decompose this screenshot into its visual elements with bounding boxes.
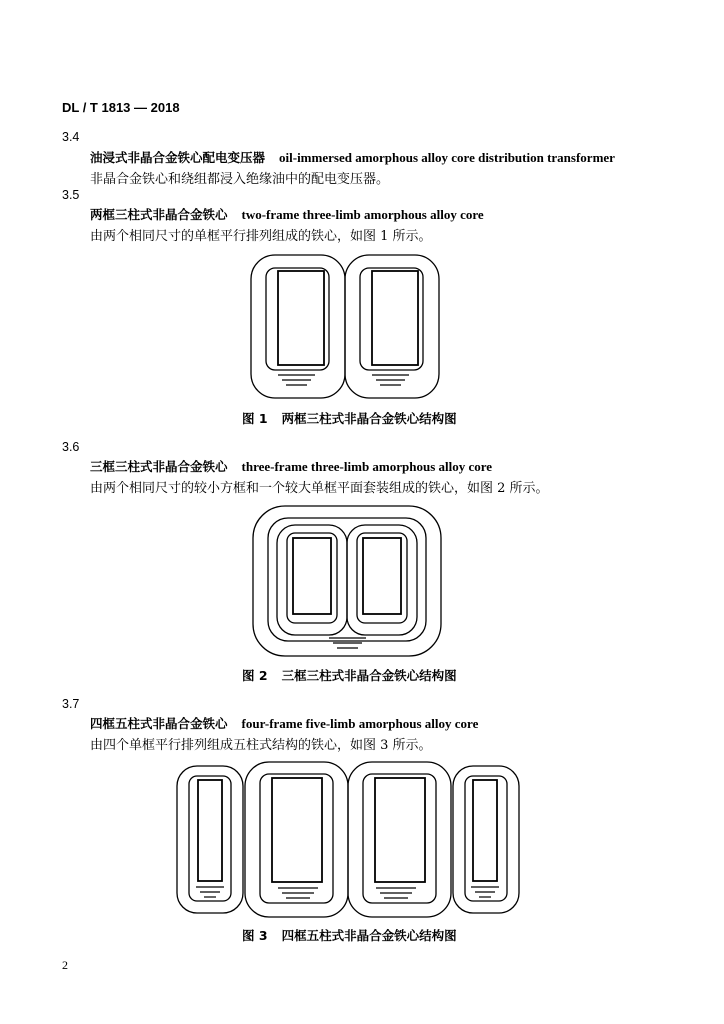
frame-1-outer	[177, 766, 243, 913]
term-en: three-frame three-limb amorphous alloy core	[241, 459, 493, 474]
figure-2-diagram	[253, 506, 441, 656]
term-zh: 两框三柱式非晶合金铁心	[90, 207, 228, 222]
frame-left-inner	[266, 268, 329, 370]
frame-right-outer	[345, 255, 439, 398]
figure-label: 图 3	[242, 928, 268, 943]
window-right	[363, 538, 401, 614]
term-zh: 三框三柱式非晶合金铁心	[90, 459, 228, 474]
window-1	[198, 780, 222, 881]
frame-right-inner	[360, 268, 423, 370]
figure-title: 三框三柱式非晶合金铁心结构图	[281, 668, 457, 683]
small-frame-left-inner	[287, 533, 337, 623]
frame-left-outer	[251, 255, 345, 398]
figure-label: 图 2	[242, 668, 268, 683]
frame-4-outer	[453, 766, 519, 913]
figure-1-diagram	[251, 255, 439, 398]
term-en: oil-immersed amorphous alloy core distribution transformer	[279, 150, 615, 165]
section-3-7-definition: 由四个单框平行排列组成五柱式结构的铁心，如图 3 所示。	[90, 738, 432, 753]
window-left	[278, 271, 324, 365]
window-left	[293, 538, 331, 614]
section-3-5-number: 3.5	[62, 188, 80, 202]
section-3-4-number: 3.4	[62, 130, 80, 144]
section-3-6-definition: 由两个相同尺寸的较小方框和一个较大单框平面套装组成的铁心，如图 2 所示。	[90, 481, 549, 496]
window-3	[375, 778, 425, 882]
standard-code-header: DL / T 1813 — 2018	[62, 100, 180, 115]
section-3-6-number: 3.6	[62, 440, 80, 454]
figure-label: 图 1	[242, 411, 268, 426]
section-3-7-number: 3.7	[62, 697, 80, 711]
figure-title: 四框五柱式非晶合金铁心结构图	[281, 928, 457, 943]
figure-3-diagram	[177, 762, 519, 917]
frame-1-inner	[189, 776, 231, 901]
term-zh: 四框五柱式非晶合金铁心	[90, 716, 228, 731]
figure-title: 两框三柱式非晶合金铁心结构图	[281, 411, 457, 426]
window-4	[473, 780, 497, 881]
window-2	[272, 778, 322, 882]
frame-4-inner	[465, 776, 507, 901]
section-3-5-definition: 由两个相同尺寸的单框平行排列组成的铁心，如图 1 所示。	[90, 229, 432, 244]
page-number: 2	[62, 958, 68, 972]
term-zh: 油浸式非晶合金铁心配电变压器	[90, 150, 266, 165]
term-en: four-frame five-limb amorphous alloy core	[241, 716, 479, 731]
window-right	[372, 271, 418, 365]
section-3-4-definition: 非晶合金铁心和绕组都浸入绝缘油中的配电变压器。	[90, 172, 390, 187]
term-en: two-frame three-limb amorphous alloy core	[241, 207, 484, 222]
small-frame-right-inner	[357, 533, 407, 623]
